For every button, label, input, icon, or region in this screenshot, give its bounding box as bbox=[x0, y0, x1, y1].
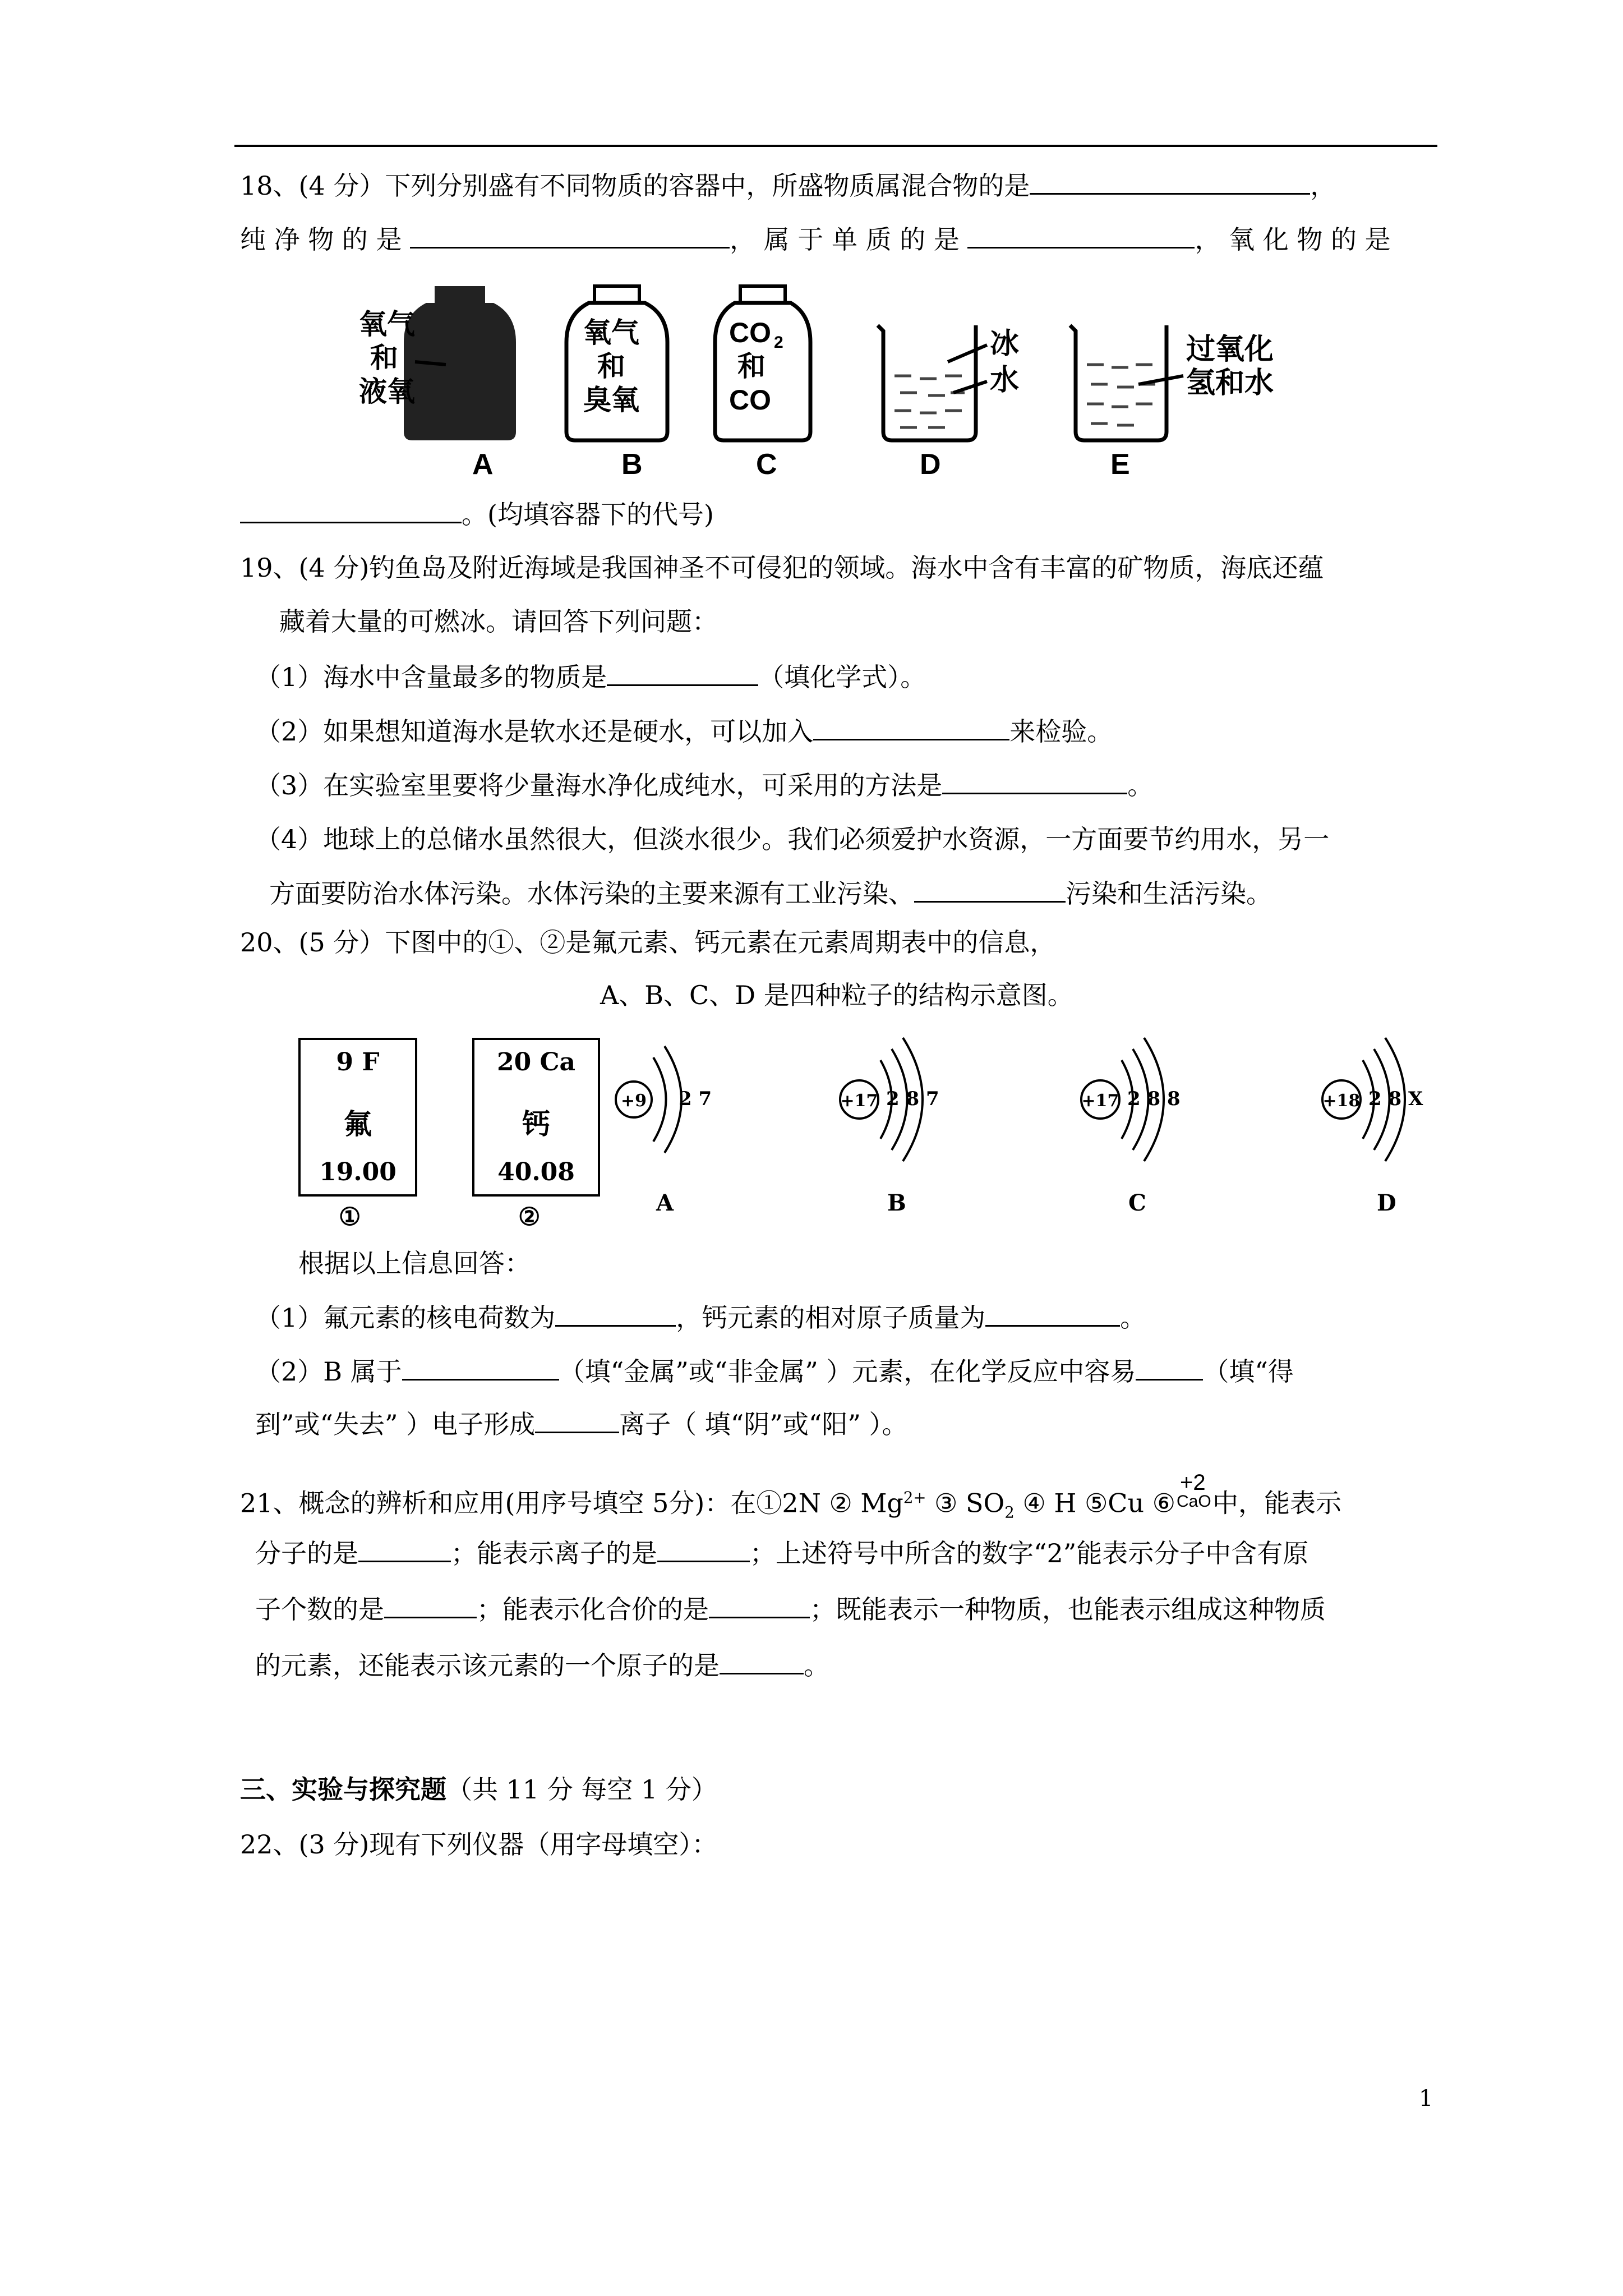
q20-part2-line1: （2）B 属于 （填“金属”或“非金属” ）元素，在化学反应中容易 （填“得 bbox=[255, 1354, 1294, 1388]
svg-text:CO: CO bbox=[729, 317, 771, 348]
answer-blank[interactable] bbox=[402, 1354, 559, 1381]
answer-blank[interactable] bbox=[1030, 168, 1310, 195]
svg-text:臭氧: 臭氧 bbox=[583, 384, 639, 416]
answer-blank[interactable] bbox=[535, 1407, 619, 1433]
answer-blank[interactable] bbox=[657, 1536, 750, 1562]
electron-shells: 2 8 7 bbox=[886, 1088, 939, 1110]
q19-part2: （2）如果想知道海水是软水还是硬水，可以加入 来检验。 bbox=[255, 714, 1113, 748]
header-rule bbox=[234, 145, 1437, 147]
cao-with-valence: +2 CaO bbox=[1176, 1470, 1211, 1511]
element-card-calcium: 20 Ca 钙 40.08 bbox=[472, 1038, 600, 1197]
atom-structure-a bbox=[611, 1027, 757, 1228]
q19-part4-line2: 方面要防治水体污染。水体污染的主要来源有工业污染、 污染和生活污染。 bbox=[269, 876, 1272, 910]
q18-line3: 。(均填容器下的代号) bbox=[240, 497, 714, 531]
svg-text:和: 和 bbox=[370, 342, 398, 374]
container-b bbox=[566, 286, 667, 481]
answer-blank[interactable] bbox=[358, 1536, 451, 1562]
answer-blank[interactable] bbox=[555, 1300, 676, 1327]
answer-blank[interactable] bbox=[240, 497, 462, 523]
atom-structure-c bbox=[1077, 1027, 1245, 1228]
q20-line2: A、B、C、D 是四种粒子的结构示意图。 bbox=[600, 980, 1073, 1010]
svg-text:液氧: 液氧 bbox=[359, 376, 415, 407]
section-heading: 三、实验与探究题（共 11 分 每空 1 分） bbox=[240, 1774, 717, 1805]
atom-label: A bbox=[656, 1190, 674, 1216]
card-mark-2: ② bbox=[518, 1203, 541, 1231]
atom-label: C bbox=[1128, 1190, 1146, 1216]
card-mark-1: ① bbox=[339, 1203, 361, 1231]
q18-containers-figure bbox=[348, 280, 1312, 482]
q21-line3: 子个数的是 ；能表示化合价的是 ；既能表示一种物质，也能表示组成这种物质 bbox=[255, 1592, 1326, 1626]
q21-line1: 21、概念的辨析和应用(用序号填空 5分)：在①2N ② $Mg^{2+}$ ③ $SO_2$ ④ H ⑤Cu ⑥ +2 CaO 中，能表示 bbox=[240, 1470, 1341, 1522]
electron-shells: 2 7 bbox=[679, 1088, 712, 1110]
answer-blank[interactable] bbox=[384, 1592, 477, 1618]
svg-text:CO: CO bbox=[729, 384, 771, 416]
q19-line2: 藏着大量的可燃冰。请回答下列问题： bbox=[279, 606, 718, 637]
q20-line1: 20、(5 分）下图中的①、②是氟元素、钙元素在元素周期表中的信息， bbox=[240, 927, 1056, 958]
answer-blank[interactable] bbox=[607, 660, 758, 686]
svg-text:水: 水 bbox=[990, 364, 1020, 397]
nucleus-charge: +17 bbox=[840, 1091, 878, 1111]
q19-part1: （1）海水中含量最多的物质是 （填化学式）。 bbox=[255, 660, 926, 694]
svg-text:过氧化: 过氧化 bbox=[1186, 333, 1274, 366]
answer-blank[interactable] bbox=[985, 1300, 1120, 1327]
nucleus-charge: +18 bbox=[1322, 1091, 1361, 1111]
svg-text:氧气: 氧气 bbox=[583, 317, 639, 348]
svg-text:冰: 冰 bbox=[990, 328, 1020, 360]
container-label: B bbox=[621, 448, 643, 481]
answer-blank[interactable] bbox=[813, 714, 1009, 740]
q20-part1: （1）氟元素的核电荷数为 ，钙元素的相对原子质量为 。 bbox=[255, 1300, 1146, 1335]
svg-text:氧气: 氧气 bbox=[359, 309, 415, 340]
q19-line1: 19、(4 分)钓鱼岛及附近海域是我国神圣不可侵犯的领域。海水中含有丰富的矿物质，海底还蕴 bbox=[240, 553, 1324, 583]
q20-intro: 根据以上信息回答： bbox=[298, 1248, 531, 1278]
answer-blank[interactable] bbox=[410, 222, 730, 249]
container-c bbox=[715, 286, 810, 481]
electron-shells: 2 8 8 bbox=[1127, 1088, 1181, 1110]
atom-label: D bbox=[1377, 1190, 1396, 1216]
atom-structure-d bbox=[1318, 1027, 1486, 1228]
nucleus-charge: +9 bbox=[620, 1091, 647, 1111]
answer-blank[interactable] bbox=[967, 222, 1195, 249]
q22-line1: 22、(3 分)现有下列仪器（用字母填空）： bbox=[240, 1829, 718, 1860]
electron-shells: 2 8 X bbox=[1368, 1088, 1423, 1110]
q19-part4-line1: （4）地球上的总储水虽然很大，但淡水很少。我们必须爱护水资源，一方面要节约用水，另一 bbox=[255, 824, 1330, 854]
container-label: A bbox=[472, 448, 494, 481]
svg-text:2: 2 bbox=[774, 333, 783, 352]
q20-part2-line2: 到”或“失去” ）电子形成 离子（ 填“阴”或“阳” ）。 bbox=[255, 1407, 907, 1441]
answer-blank[interactable] bbox=[1136, 1354, 1203, 1381]
atom-label: B bbox=[887, 1190, 906, 1216]
page-number: 1 bbox=[1419, 2086, 1433, 2111]
q18-line1: 18、(4 分）下列分别盛有不同物质的容器中，所盛物质属混合物的是 ， bbox=[240, 168, 1336, 203]
container-e bbox=[1070, 325, 1274, 481]
container-a bbox=[359, 286, 516, 481]
q19-part3: （3）在实验室里要将少量海水净化成纯水，可采用的方法是 。 bbox=[255, 768, 1153, 802]
container-label: D bbox=[920, 448, 941, 481]
svg-text:和: 和 bbox=[737, 351, 766, 382]
q21-line4: 的元素，还能表示该元素的一个原子的是 。 bbox=[255, 1648, 829, 1682]
atom-structure-b bbox=[836, 1027, 1004, 1228]
q18-line2: 纯 净 物 的 是 ， 属 于 单 质 的 是 ， 氧 化 物 的 是 bbox=[240, 222, 1391, 256]
q21-line2: 分子的是 ；能表示离子的是 ；上述符号中所含的数字“2”能表示分子中含有原 bbox=[255, 1536, 1308, 1570]
answer-blank[interactable] bbox=[709, 1592, 810, 1618]
container-label: E bbox=[1110, 448, 1130, 481]
container-d bbox=[878, 325, 1019, 481]
svg-text:氢和水: 氢和水 bbox=[1186, 367, 1274, 399]
svg-text:和: 和 bbox=[597, 351, 625, 382]
nucleus-charge: +17 bbox=[1081, 1091, 1119, 1111]
element-card-fluorine: 9 F 氟 19.00 bbox=[298, 1038, 417, 1197]
answer-blank[interactable] bbox=[914, 876, 1066, 903]
answer-blank[interactable] bbox=[720, 1648, 804, 1674]
answer-blank[interactable] bbox=[942, 768, 1127, 794]
container-label: C bbox=[756, 448, 777, 481]
